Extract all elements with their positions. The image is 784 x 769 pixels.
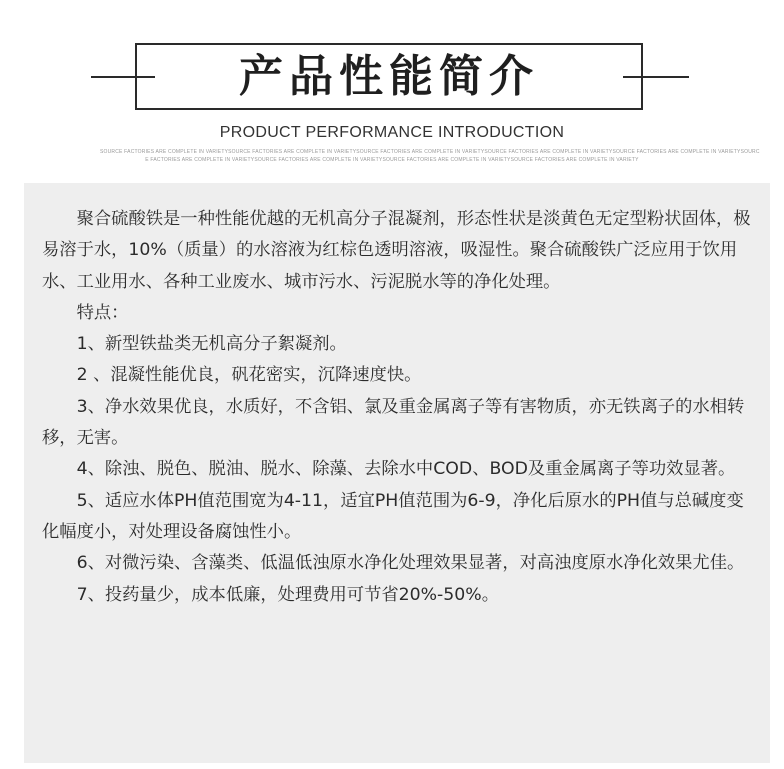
feature-item: 2 、混凝性能优良，矾花密实，沉降速度快。 (76, 365, 422, 386)
header (0, 0, 784, 180)
features-heading: 特点： (76, 302, 129, 323)
page-subtitle: PRODUCT PERFORMANCE INTRODUCTION (219, 124, 565, 141)
feature-item: 1、新型铁盐类无机高分子絮凝剂。 (76, 334, 347, 355)
feature-item: 7、投药量少，成本低廉，处理费用可节省20%-50%。 (76, 584, 499, 605)
intro-paragraph: 聚合硫酸铁是一种性能优越的无机高分子混凝剂，形态性状是淡黄色无定型粉状固体，极易溶于水，10%（质量）的水溶液为红棕色透明溶液，吸湿性。聚合硫酸铁广泛应用于饮用水、工业用水、各种工业废水、城市污水、污泥脱水等的净化处理。 (42, 209, 751, 292)
feature-item: 5、适应水体PH值范围宽为4-11，适宜PH值范围为6-9，净化后原水的PH值与总碱度变化幅度小，对处理设备腐蚀性小。 (42, 490, 744, 542)
feature-item: 6、对微污染、含藻类、低温低浊原水净化处理效果显著，对高浊度原水净化效果尤佳。 (76, 553, 745, 574)
feature-item: 3、净水效果优良，水质好，不含铝、氯及重金属离子等有害物质，亦无铁离子的水相转移，无害。 (42, 396, 745, 449)
fine-print-line-2: E FACTORIES ARE COMPLETE IN VARIETYSOURCE FACTORIES ARE COMPLETE IN VARIETYSOURCE FACTORIES ARE COMPLETE IN VARIETYSOURCE FACTORIES ARE COMPLETE IN VARIETY (145, 157, 639, 163)
title-box (135, 43, 643, 110)
fine-print-line-1: SOURCE FACTORIES ARE COMPLETE IN VARIETYSOURCE FACTORIES ARE COMPLETE IN VARIETYSOURCE FACTORIES ARE COMPLETE IN VARIETYSOURCE FACTORIES ARE COMPLETE IN VARIETYSOURCE FACTORIES ARE COMPLETE IN VARIETYSOURC (100, 149, 760, 155)
feature-item: 4、除浊、脱色、脱油、脱水、除藻、去除水中COD、BOD及重金属离子等功效显著。 (76, 459, 736, 480)
description-panel (24, 183, 770, 763)
title-right-rule (623, 76, 689, 78)
page-title: 产品性能简介 (239, 50, 539, 102)
